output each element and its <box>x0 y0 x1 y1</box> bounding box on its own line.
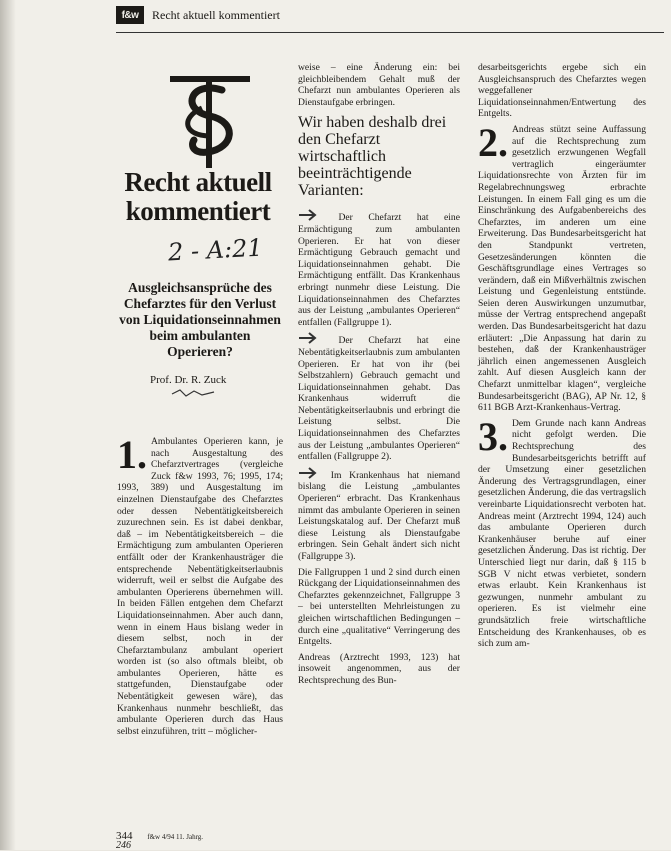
paragraph-symbol-icon <box>150 70 270 170</box>
journal-logo: f&w <box>116 6 144 24</box>
header-rule <box>116 32 664 33</box>
paragraph-andreas: Andreas (Arztrecht 1993, 123) hat insoweit angenommen, aus der Rechtsprechung des Bun- <box>298 651 460 686</box>
section-number-1: 1. <box>117 432 147 477</box>
variant-2-text: Der Chefarzt hat eine Nebentätigkeitserlaubnis zum ambulanten Operieren. Er hat von ihr (bei Selbstzahlern) Gebrauch gemacht und Liquidationseinnahmen gehabt. Das Krankenhaus widerruft die Nebentätigkeitserlaubnis und erbringt die Leistung selbst. Die Liquidationseinnahmen des Chefarztes aus der Leistung „ambulantes Operieren“ entfallen (Fallgruppe 2). <box>298 335 460 463</box>
pen-scrawl <box>170 388 230 398</box>
footer <box>116 830 203 851</box>
section-title: Recht aktuell kommentiert <box>152 8 280 22</box>
paragraph-fallgruppen: Die Fallgruppen 1 und 2 sind durch einen Rückgang der Liquidationseinnahmen des Chefarztes gekennzeichnet, Fallgruppe 3 – bei unterstellten Mehrleistungen zu gleichen wirtschaftlichen Bedingungen – durch eine „qualitative“ Verringerung des Entgelts. <box>298 566 460 648</box>
paragraph-continuation-3: desarbeitsgerichts ergebe sich ein Ausgleichsanspruch des Chefarztes wegen weggefallener Liquidationseinnahmen/Entwertung des Entgelts. <box>478 62 646 120</box>
column-subheadline: Wir haben deshalb drei den Chefarzt wirtschaftlich beeinträchtigende Varianten: <box>298 114 447 200</box>
variant-2 <box>298 332 460 463</box>
paragraph-3 <box>478 413 646 650</box>
variant-3-text: Im Krankenhaus hat niemand bislang die Leistung „ambulantes Operieren“ erbracht. Das Krankenhaus nimmt das ambulante Operieren in seinen Leistungskatalog auf. Der Chefarzt muß diese Leistung als Dienstaufgabe erbringen. Sein Gehalt ändert sich nicht (Fallgruppe 3). <box>298 469 460 562</box>
handwritten-page: 246 <box>116 840 131 851</box>
paragraph-3-text: Dem Grunde nach kann Andreas nicht gefolgt werden. Die Rechtsprechung des Bundesarbeitsgerichts betrifft auf der Umsetzung einer gesetzlichen Änderung des Vertragsgrundlagen, einer gesetzlichen Änderung, die das vertragslich vereinbarte Liquidationsrecht verboten hat. Andreas meint (Arztrecht 1994, 124) auch das ambulante Operieren durch Krankenhäuser beruhe auf einer gesetzlichen Änderung. Das ist richtig. Der Unterschied liegt nur darin, daß § 115 b SGB V nicht etwas verbietet, sondern etwas erlaubt. Kein Krankenhaus ist gezwungen, nunmehr ambulant zu operieren. Es ist vielmehr eine grundsätzlich freie wirtschaftliche Entscheidung des Krankenhauses, ob es sich zum am- <box>478 417 646 650</box>
page-number: 344 <box>116 830 133 842</box>
paragraph-2-text: Andreas stützt seine Auffassung auf die Rechtsprechung zum gesetzlich erzwungenen Wegfall vertraglich eingeräumter Liquidationsrechte von Ärzten für im Regelabrechnungsweg erbrachte Leistungen. In einem Fall ging es um die Einschränkung des Aufgabenbereichs des Chefarztes, im anderen um eine Erweiterung. Das Bundesarbeitsgericht hat den Standpunkt vertreten, Gesetzesänderungen könnten die Geschäftsgrundlage eines Vertrages so verändern, daß ein Mißverhältnis zwischen Leistung und Gegenleistung entstünde. Seien deren Auswirkungen unzumutbar, müsse der Vertrag entsprechend angepaßt werden. Das Bundesarbeitsgericht hat dazu erläutert: „Die Anpassung hat darin zu bestehen, daß der Krankenhausträger jährlich einen angemessenen Ausgleich zahlt. Auf diesen Ausgleich kann der Chefarzt unmittelbar klagen“, vergleiche Bundesarbeitsgericht (BAG), AP Nr. 12, § 611 BGB Arzt-Krankenhaus-Vertrag. <box>478 123 646 414</box>
paragraph-1-text: Ambulantes Operieren kann, je nach Ausgestaltung des Chefarztvertrages (vergleiche Zuck f&w 1993, 76; 1995, 174; 1993, 389) und Ausgestaltung im einzelnen Dienstaufgabe des Chefarztes oder dessen Nebentätigkeitsbereich zuzurechnen sein. Es ist dabei denkbar, daß – im Nebentätigkeitsbereich – die Ermächtigung zum ambulanten Operieren entfällt oder der Krankenhausträger die entsprechende Nebentätigkeitserlaubnis widerruft, weil er selbst die Aufgabe des ambulanten Operierens übernehmen will. In beiden Fällen entgehen dem Chefarzt Liquidationseinnahmen. Aber auch dann, wenn in einem Haus bislang weder in diesem selbst, noch in der Chefarztambulanz ambulant operiert worden ist (so also oftmals bleibt, ob ambulantes Operieren, hätte es stattgefunden, Dienstaufgabe oder Nebentätigkeit gewesen wäre), das Krankenhaus nunmehr beschließt, das ambulante Operieren durch das Haus selbst einzuführen, tritt – möglicher- <box>117 436 283 737</box>
handwritten-note: 2 - A:21 <box>167 233 264 267</box>
arrow-icon <box>298 467 320 479</box>
section-number-3: 3. <box>478 413 508 459</box>
arrow-icon <box>298 332 320 344</box>
column-3 <box>478 62 646 654</box>
gutter-shadow <box>0 0 16 850</box>
column-1 <box>117 432 283 741</box>
variant-1-text: Der Chefarzt hat eine Ermächtigung zum ambulanten Operieren. Er hat von dieser Ermächtigung Gebrauch gemacht und Liquidationseinnahmen gehabt. Die Ermächtigung entfällt. Das Krankenhaus erbringt nunmehr diese Leistung. Die Liquidationseinnahmen des Chefarztes aus der Leistung „ambulantes Operieren“ entfallen (Fallgruppe 1). <box>298 212 460 328</box>
title-line-2: kommentiert <box>125 196 271 226</box>
paragraph-1 <box>117 432 283 737</box>
title-line-1: Recht aktuell <box>124 167 272 197</box>
paragraph-continuation: weise – eine Änderung ein: bei gleichbleibendem Gehalt muß der Chefarzt nun ambulantes Operieren als Dienstaufgabe erbringen. <box>298 62 460 108</box>
column-2 <box>298 62 460 691</box>
article-subhead: Ausgleichsansprüche des Chefarztes für den Verlust von Liquidationseinnahmen beim ambulanten Operieren? <box>119 280 281 359</box>
paragraph-2 <box>478 119 646 414</box>
header <box>116 6 636 28</box>
variant-1 <box>298 209 460 328</box>
page-title <box>118 168 278 226</box>
arrow-icon <box>298 209 320 221</box>
author: Prof. Dr. R. Zuck <box>150 374 227 386</box>
section-number-2: 2. <box>478 119 508 165</box>
source-note: f&w 4/94 11. Jahrg. <box>147 833 204 841</box>
variant-3 <box>298 467 460 563</box>
